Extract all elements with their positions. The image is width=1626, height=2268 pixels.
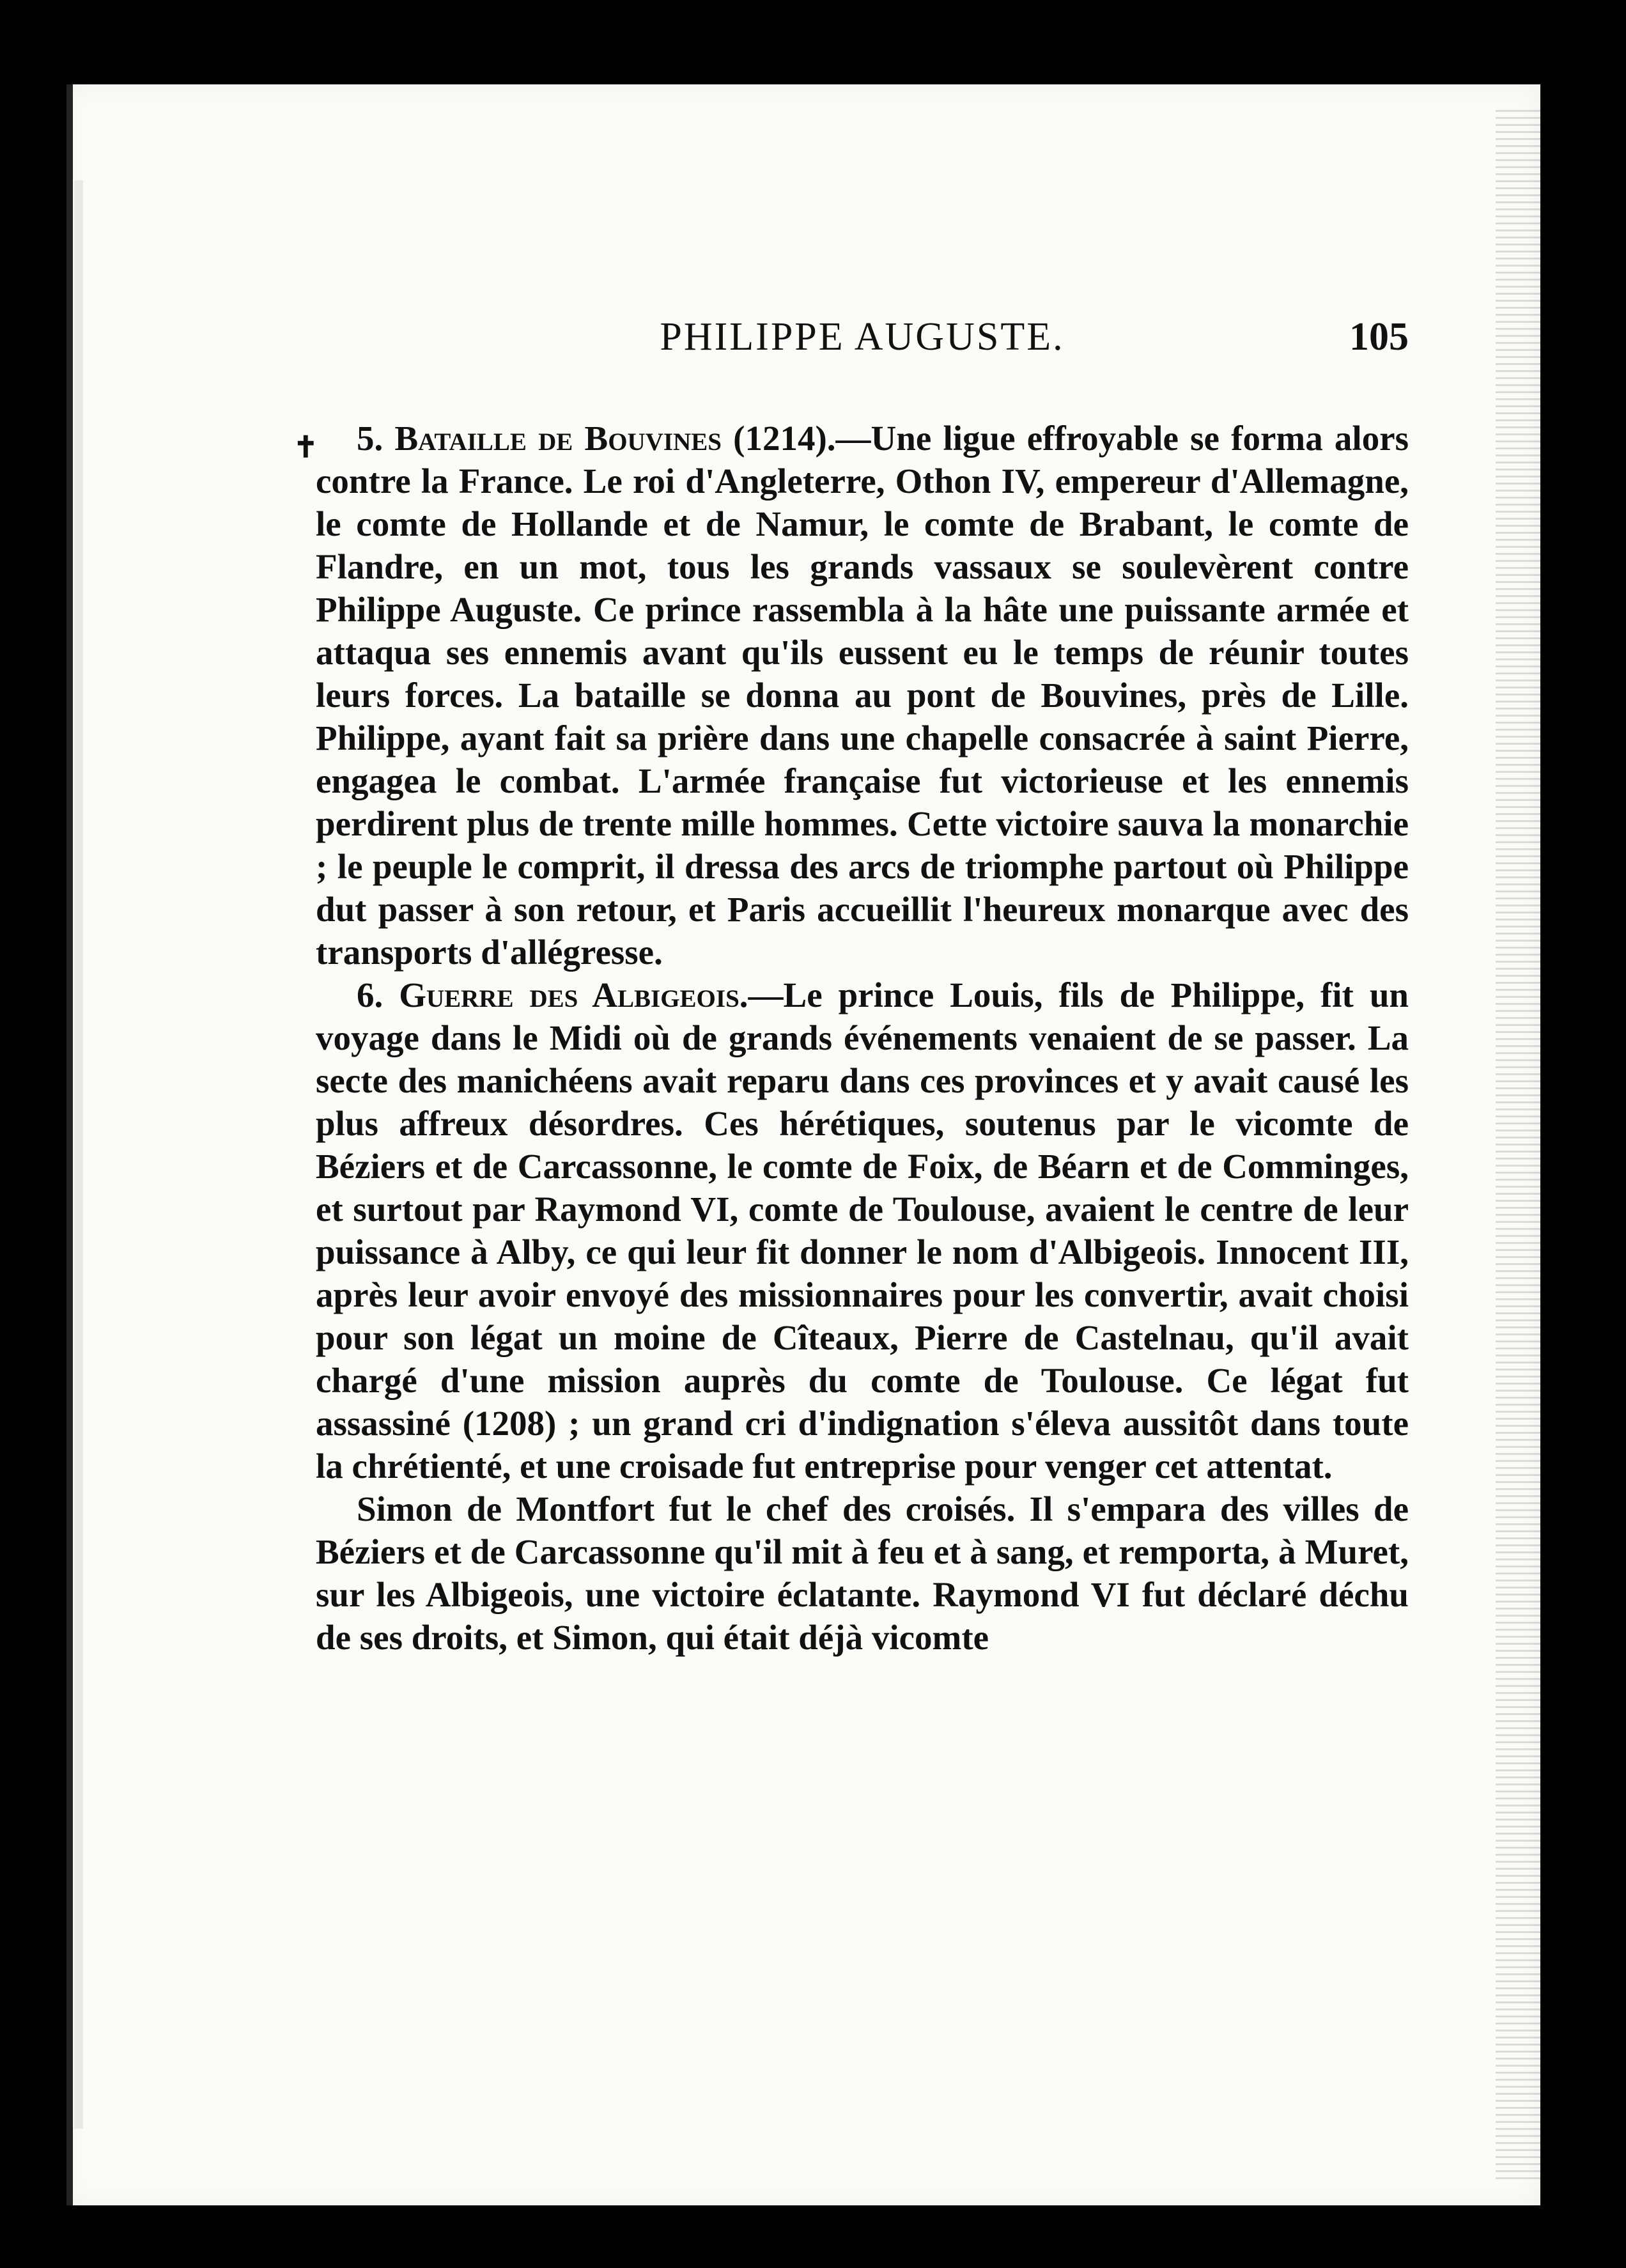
section-5-number: 5.	[357, 419, 383, 458]
running-title: PHILIPPE AUGUSTE.	[660, 315, 1065, 359]
body-text	[316, 417, 1409, 2143]
section-6-text: —Le prince Louis, fils de Philippe, fit un voyage dans le Midi où de grands événements venaient de se passer. La secte des manichéens avait reparu dans ces provinces et y avait causé les plus affreux désordres. Ces hérétiques, soutenus par le vicomte de Béziers et de Carcassonne, le comte de Foix, de Béarn et de Comminges, et surtout par Raymond VI, comte de Toulouse, avaient le centre de leur puissance à Alby, ce qui leur fit donner le nom d'Albigeois. Innocent III, après leur avoir envoyé des missionnaires pour les convertir, avait choisi pour son légat un moine de Cîteaux, Pierre de Castelnau, qu'il avait chargé d'une mission auprès du comte de Toulouse. Ce légat fut assassiné (1208) ; un grand cri d'indignation s'éleva aussitôt dans toute la chrétienté, et une croisade fut entreprise pour venger cet attentat.	[316, 975, 1409, 1486]
page-number: 105	[1349, 315, 1409, 359]
section-6-paragraph	[316, 974, 1409, 1487]
section-5-text: —Une ligue effroyable se forma alors contre la France. Le roi d'Angleterre, Othon IV, empereur d'Allemagne, le comte de Hollande et de Namur, le comte de Brabant, le comte de Flandre, en un mot, tous les grands vassaux se soulevèrent contre Philippe Auguste. Ce prince rassembla à la hâte une puissante armée et attaqua ses ennemis avant qu'ils eussent eu le temps de réunir toutes leurs forces. La bataille se donna au pont de Bouvines, près de Lille. Philippe, ayant fait sa prière dans une chapelle consacrée à saint Pierre, engagea le combat. L'armée française fut victorieuse et les ennemis perdirent plus de trente mille hommes. Cette victoire sauva la monarchie ; le peuple le comprit, il dressa des arcs de triomphe partout où Philippe dut passer à son retour, et Paris accueillit l'heureux monarque avec des transports d'allégresse.	[316, 419, 1409, 972]
section-6-number: 6.	[357, 975, 383, 1014]
section-5-heading: Bataille de Bouvines	[394, 419, 722, 458]
section-5-paragraph	[316, 417, 1409, 974]
section-6-heading: Guerre des Albigeois.	[399, 975, 748, 1014]
continuation-paragraph: Simon de Montfort fut le chef des croisés. Il s'empara des villes de Béziers et de Carcassonne qu'il mit à feu et à sang, et remporta, à Muret, sur les Albigeois, une victoire éclatante. Raymond VI fut déclaré déchu de ses droits, et Simon, qui était déjà vicomte	[316, 1489, 1409, 1657]
page-header	[316, 315, 1409, 385]
page-gutter	[74, 180, 83, 2129]
book-page	[66, 84, 1540, 2205]
margin-cross-mark: ✝	[293, 431, 318, 463]
page-edge-noise	[1496, 110, 1540, 2180]
section-5-year: (1214).	[733, 419, 836, 458]
